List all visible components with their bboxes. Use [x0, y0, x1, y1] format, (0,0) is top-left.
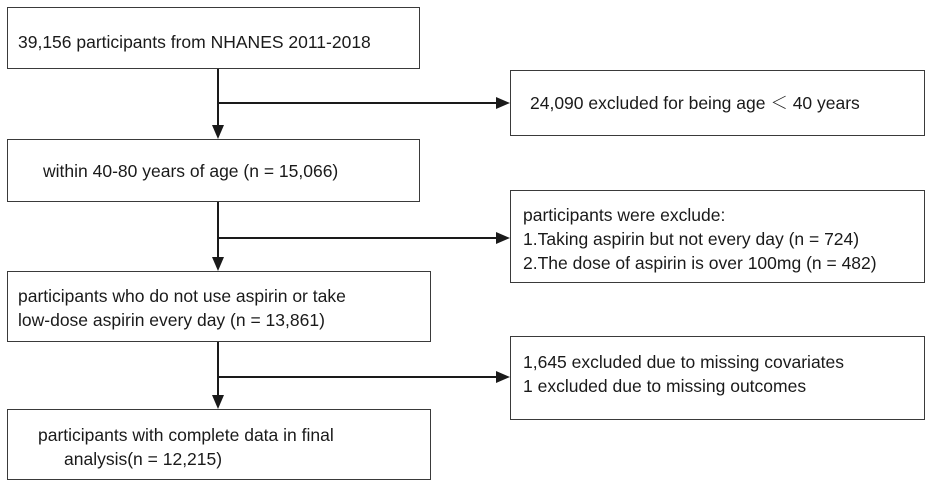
arrow-down-icon — [212, 395, 224, 409]
exclusion-box-missing — [510, 336, 925, 420]
flow-box-text: within 40-80 years of age (n = 15,066) — [43, 161, 339, 181]
exclusion-text: 24,090 excluded for being age ＜ 40 years — [530, 93, 860, 113]
flow-box-final-analysis — [7, 409, 431, 480]
flow-box-text: participants with complete data in final — [38, 425, 334, 445]
exclusion-box-age — [510, 70, 925, 136]
connector-line — [217, 202, 219, 258]
flow-box-text: participants who do not use aspirin or take — [18, 286, 346, 306]
connector-line — [218, 237, 498, 239]
connector-line — [217, 69, 219, 126]
arrow-right-icon — [496, 232, 510, 244]
flow-box-aspirin-users — [7, 271, 431, 342]
exclusion-text: 1.Taking aspirin but not every day (n = 724) — [523, 229, 860, 249]
flow-box-text: analysis(n = 12,215) — [64, 449, 223, 469]
arrow-right-icon — [496, 371, 510, 383]
flow-box-age-range — [7, 139, 420, 202]
flow-box-text: 39,156 participants from NHANES 2011-2018 — [18, 32, 371, 52]
arrow-down-icon — [212, 125, 224, 139]
connector-line — [218, 102, 498, 104]
connector-line — [217, 342, 219, 396]
exclusion-text: participants were exclude: — [523, 205, 726, 225]
arrow-right-icon — [496, 97, 510, 109]
exclusion-text: 1 excluded due to missing outcomes — [523, 376, 807, 396]
exclusion-box-aspirin — [510, 190, 925, 283]
flow-box-initial-participants — [7, 7, 420, 69]
exclusion-text: 2.The dose of aspirin is over 100mg (n = 482) — [523, 253, 877, 273]
exclusion-text: 1,645 excluded due to missing covariates — [523, 352, 845, 372]
connector-line — [218, 376, 498, 378]
flow-box-text: low-dose aspirin every day (n = 13,861) — [18, 310, 325, 330]
arrow-down-icon — [212, 257, 224, 271]
